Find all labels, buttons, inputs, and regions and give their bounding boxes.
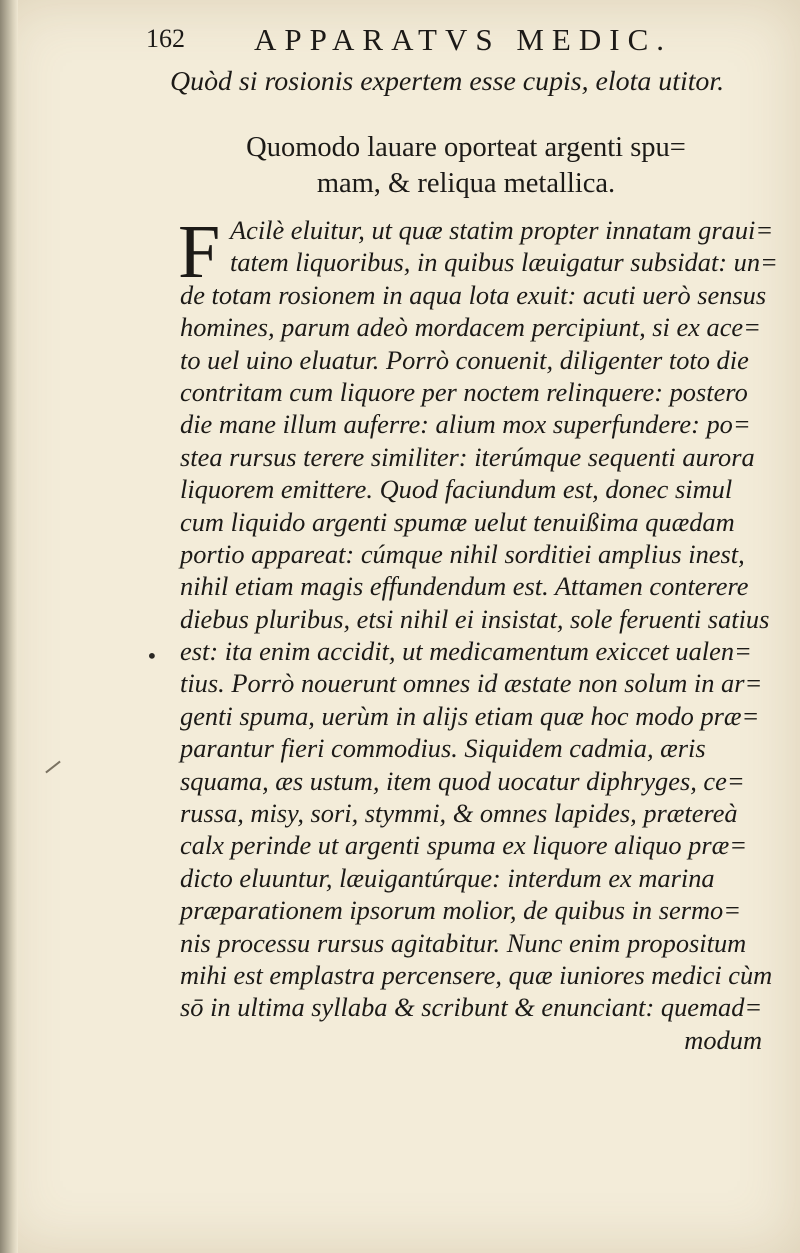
text-line: die mane illum auferre: alium mox superfundere: po= — [180, 409, 751, 440]
text-line: tius. Porrò nouerunt omnes id æstate non solum in ar= — [180, 668, 763, 699]
text-line: sō in ultima syllaba & scribunt & enunciant: quemad= — [180, 992, 763, 1023]
text-line: Acilè eluitur, ut quæ statim propter innatam graui= — [230, 215, 774, 245]
binding-gutter — [0, 0, 18, 1253]
text-line: tatem liquoribus, in quibus læuigatur subsidat: un= — [230, 247, 778, 278]
text-line: portio appareat: cúmque nihil sorditiei amplius inest, — [180, 538, 745, 569]
catchword: modum — [684, 1024, 762, 1055]
drop-initial: F — [178, 210, 221, 294]
chapter-heading-line: mam, & reliqua metallica. — [316, 168, 616, 199]
text-line: russa, misy, sori, stymmi, & omnes lapides, prætereà — [180, 798, 738, 829]
page-number: 162 — [146, 24, 185, 53]
text-line: calx perinde ut argenti spuma ex liquore aliquo præ= — [180, 830, 748, 861]
text-line: dicto eluuntur, læuigantúrque: interdum ex marina — [180, 862, 715, 893]
text-line: liquorem emittere. Quod faciundum est, donec simul — [180, 474, 733, 505]
text-line: est: ita enim accidit, ut medicamentum exiccet ualen= — [180, 636, 752, 667]
body-text — [178, 210, 780, 1056]
section-lemma: Quòd si rosionis expertem esse cupis, elota utitor. — [170, 66, 725, 97]
text-line: nihil etiam magis effundendum est. Attamen conterere — [180, 571, 749, 602]
running-header — [142, 22, 702, 62]
text-line: parantur fieri commodius. Siquidem cadmia, æris — [180, 733, 706, 764]
text-line: stea rursus terere similiter: iterúmque sequenti aurora — [180, 441, 755, 472]
text-line: præparationem ipsorum molior, de quibus in sermo= — [180, 895, 742, 926]
text-line: homines, parum adeò mordacem percipiunt, si ex ace= — [180, 312, 761, 343]
chapter-heading-line: Quomodo lauare oporteat argenti spu= — [246, 132, 686, 163]
text-line: diebus pluribus, etsi nihil ei insistat, sole feruenti satius — [180, 603, 770, 634]
running-title: APPARATVS MEDIC. — [254, 22, 672, 57]
text-line: de totam rosionem in aqua lota exuit: acuti uerò sensus — [180, 279, 767, 310]
text-line: squama, æs ustum, item quod uocatur diphryges, ce= — [180, 765, 745, 796]
marginal-mark-icon: • — [146, 644, 158, 668]
text-line: nis processu rursus agitabitur. Nunc enim propositum — [180, 927, 747, 958]
text-line: to uel uino eluatur. Porrò conuenit, diligenter toto die — [180, 344, 749, 375]
chapter-heading — [226, 130, 706, 202]
text-line: genti spuma, uerùm in alijs etiam quæ hoc modo præ= — [180, 700, 760, 731]
text-line: cum liquido argenti spumæ uelut tenuißima quædam — [180, 506, 735, 537]
margin-stroke-icon — [45, 761, 60, 774]
text-line: contritam cum liquore per noctem relinquere: postero — [180, 376, 748, 407]
text-line: mihi est emplastra percensere, quæ iuniores medici cùm — [180, 959, 773, 990]
